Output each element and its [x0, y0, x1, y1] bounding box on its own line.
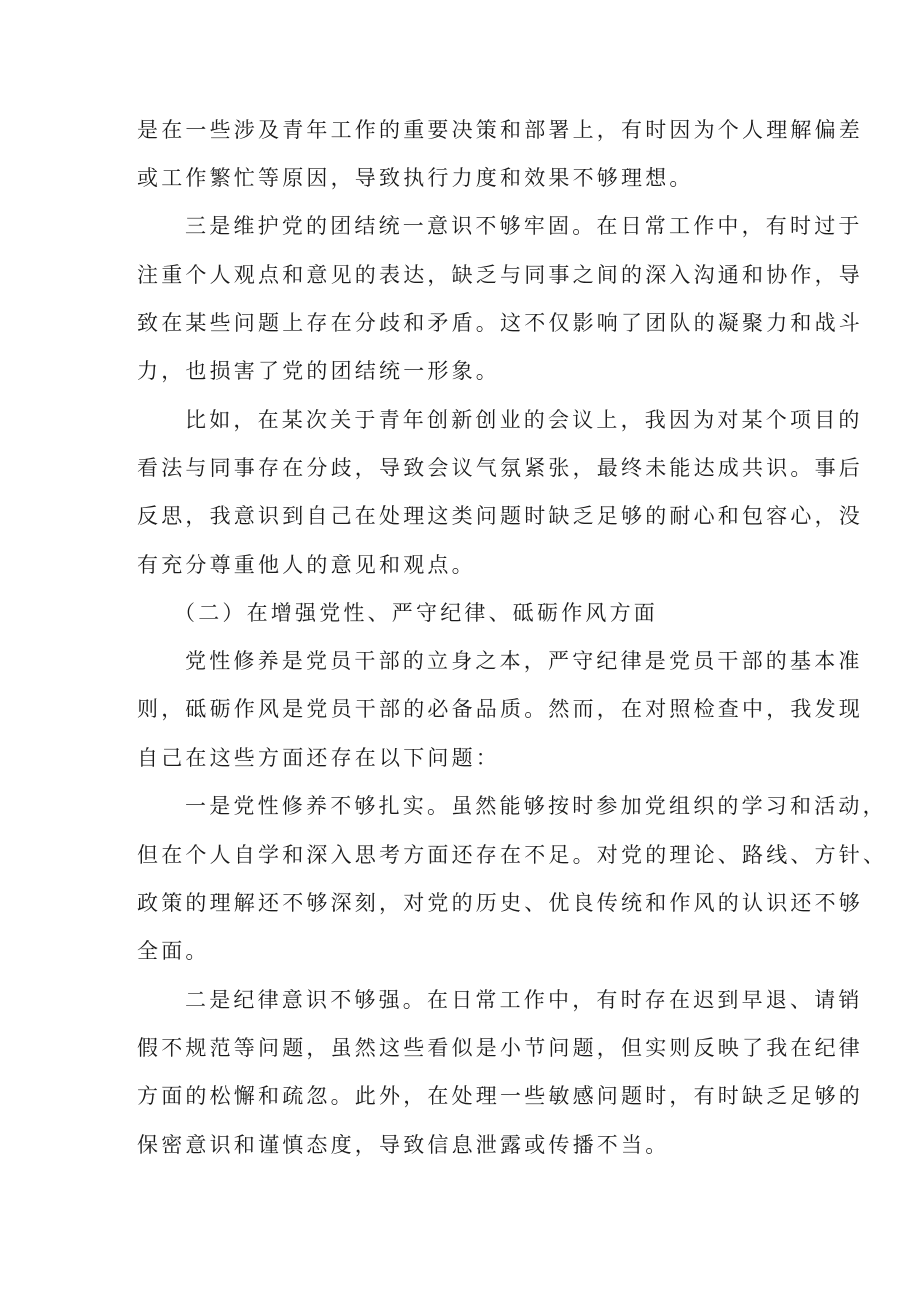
text-line: 或工作繁忙等原因，导致执行力度和效果不够理想。 [137, 166, 694, 190]
text-line: 但在个人自学和深入思考方面还存在不足。对党的理论、路线、方针、 [137, 843, 888, 867]
text-line: 致在某些问题上存在分歧和矛盾。这不仅影响了团队的凝聚力和战斗 [137, 311, 863, 335]
text-line: 自己在这些方面还存在以下问题： [137, 746, 500, 770]
text-line: 反思，我意识到自己在处理这类问题时缺乏足够的耐心和包容心，没 [137, 504, 863, 528]
text-line: 有充分尊重他人的意见和观点。 [137, 553, 476, 577]
text-line: 二是纪律意识不够强。在日常工作中，有时存在迟到早退、请销 [185, 988, 863, 1012]
text-line: 三是维护党的团结统一意识不够牢固。在日常工作中，有时过于 [185, 214, 863, 238]
text-line: 党性修养是党员干部的立身之本，严守纪律是党员干部的基本准 [185, 649, 863, 673]
text-line: 保密意识和谨慎态度，导致信息泄露或传播不当。 [137, 1133, 670, 1157]
section-heading: （二）在增强党性、严守纪律、砥砺作风方面 [174, 601, 658, 625]
text-line: 全面。 [137, 939, 210, 963]
text-line: 力，也损害了党的团结统一形象。 [137, 359, 500, 383]
text-line: 方面的松懈和疏忽。此外，在处理一些敏感问题时，有时缺乏足够的 [137, 1084, 863, 1108]
text-line: 看法与同事存在分歧，导致会议气氛紧张，最终未能达成共识。事后 [137, 456, 863, 480]
text-line: 假不规范等问题，虽然这些看似是小节问题，但实则反映了我在纪律 [137, 1036, 863, 1060]
text-line: 政策的理解还不够深刻，对党的历史、优良传统和作风的认识还不够 [137, 891, 863, 915]
text-line: 比如，在某次关于青年创新创业的会议上，我因为对某个项目的 [185, 408, 863, 432]
text-line: 是在一些涉及青年工作的重要决策和部署上，有时因为个人理解偏差 [137, 118, 863, 142]
text-line: 注重个人观点和意见的表达，缺乏与同事之间的深入沟通和协作，导 [137, 263, 863, 287]
text-line: 则，砥砺作风是党员干部的必备品质。然而，在对照检查中，我发现 [137, 697, 863, 721]
text-line: 一是党性修养不够扎实。虽然能够按时参加党组织的学习和活动， [185, 794, 887, 818]
